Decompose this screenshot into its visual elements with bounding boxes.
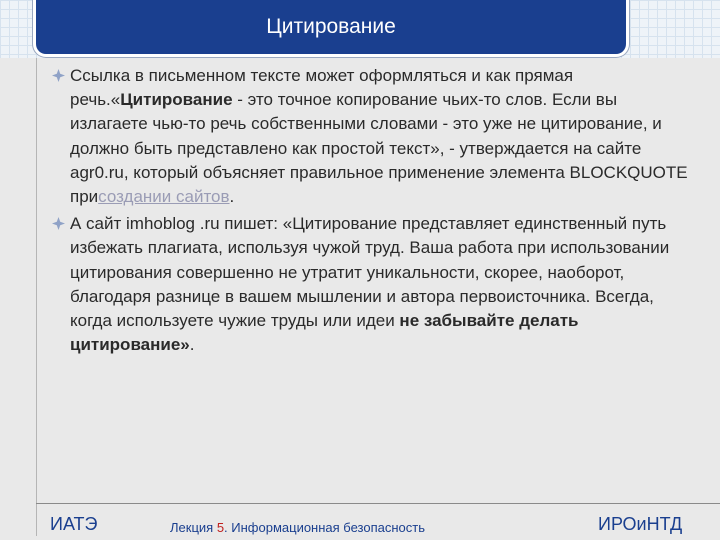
bullet-item xyxy=(52,212,692,357)
footer-lecture-suffix: . Информационная безопасность xyxy=(224,520,425,535)
bullet-bold-phrase: не забывайте делать цитирование» xyxy=(70,311,579,355)
footer-institution: ИАТЭ xyxy=(50,514,98,534)
diamond-bullet-icon xyxy=(52,64,70,87)
left-divider xyxy=(36,58,37,536)
footer-lecture-number: 5 xyxy=(216,520,225,535)
footer-divider xyxy=(36,503,720,504)
slide-title: Цитирование xyxy=(266,15,396,38)
footer-department: ИРОиНТД xyxy=(598,514,683,534)
bullet-text-part: Ссылка в письменном тексте может оформляться и как прямая речь.« xyxy=(70,66,574,110)
bullet-text-part: . xyxy=(229,187,235,207)
slide-title-bar xyxy=(36,0,626,54)
bullet-text-part: А сайт imhoblog .ru пишет: «Цитирование представляет единственный путь избежать плагиата, используя чужой труд. Ваша работа при использовании цитирования совершенно не утратит уникальности, скорее, наоборот, благодаря разнице в вашем мышлении и автора первоисточника. Всегда, когда используете чужие труды или идеи xyxy=(70,214,670,331)
bullet-text xyxy=(70,64,692,209)
footer-lecture-title xyxy=(170,520,425,535)
bullet-text-part: - это точное копирование чьих-то слов. Если вы излагаете чью-то речь собственными словами - это уже не цитирование, и должно быть представлено как простой текст», - утверждается на сайте agr0.ru, который объясняет правильное применение элемента BLOCKQUOTE при xyxy=(70,90,688,207)
slide-content xyxy=(52,64,692,360)
bullet-bold-term: Цитирование xyxy=(120,90,233,110)
diamond-bullet-icon xyxy=(52,212,70,235)
bullet-text xyxy=(70,212,692,357)
bullet-item xyxy=(52,64,692,209)
footer-lecture-prefix: Лекция xyxy=(170,520,217,535)
creating-sites-link[interactable]: создании сайтов xyxy=(98,187,230,207)
bullet-text-part: . xyxy=(189,335,195,355)
